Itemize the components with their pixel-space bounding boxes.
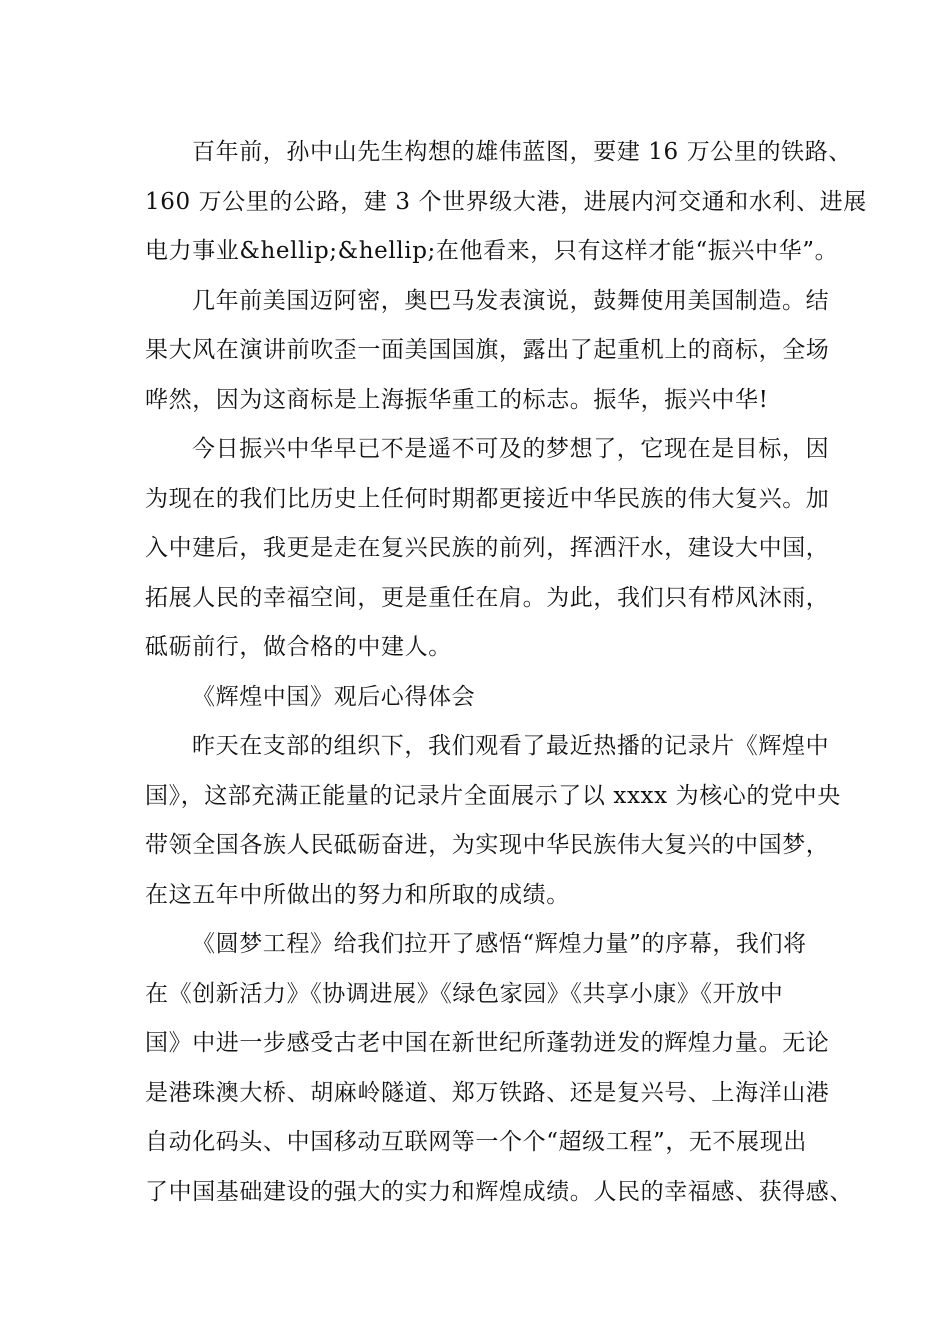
paragraph-line: 哗然，因为这商标是上海振华重工的标志。振华，振兴中华!: [145, 386, 769, 413]
paragraph-line: 国》中进一步感受古老中国在新世纪所蓬勃迸发的辉煌力量。无论: [145, 1030, 830, 1056]
paragraph-line: 今日振兴中华早已不是遥不可及的梦想了，它现在是目标，因: [192, 436, 830, 462]
paragraph-sun-yatsen: [145, 128, 867, 277]
paragraph-miami-speech: [145, 277, 835, 426]
paragraph-line: 160 万公里的公路，建 3 个世界级大港，进展内河交通和水利、进展: [145, 188, 867, 215]
paragraph-line: 带领全国各族人民砥砺奋进，为实现中华民族伟大复兴的中国梦，: [145, 832, 830, 858]
paragraph-line: 了中国基础建设的强大的实力和辉煌成绩。人民的幸福感、获得感、: [145, 1178, 853, 1205]
document-body: [145, 128, 867, 1217]
paragraph-line: 百年前，孙中山先生构想的雄伟蓝图，要建 16 万公里的铁路、: [192, 139, 852, 165]
paragraph-line: 砥砺前行，做合格的中建人。: [145, 634, 452, 660]
paragraph-super-projects: [145, 920, 853, 1217]
paragraph-line: 入中建后，我更是走在复兴民族的前列，挥洒汗水，建设大中国，: [145, 535, 830, 561]
paragraph-line: 果大风在演讲前吹歪一面美国国旗，露出了起重机上的商标，全场: [145, 337, 830, 363]
paragraph-documentary: [145, 722, 841, 920]
paragraph-line: 自动化码头、中国移动互联网等一个个“超级工程”，无不展现出: [145, 1129, 807, 1155]
paragraph-line: 是港珠澳大桥、胡麻岭隧道、郑万铁路、还是复兴号、上海洋山港: [145, 1079, 830, 1106]
paragraph-line: 国》，这部充满正能量的记录片全面展示了以 xxxx 为核心的党中央: [145, 782, 841, 809]
paragraph-line: 在这五年中所做出的努力和所取的成绩。: [145, 881, 570, 908]
paragraph-revival: [145, 425, 835, 673]
paragraph-line: 《圆梦工程》给我们拉开了感悟“辉煌力量”的序幕，我们将: [192, 931, 807, 957]
paragraph-line: 几年前美国迈阿密，奥巴马发表演说，鼓舞使用美国制造。结: [192, 287, 830, 314]
paragraph-line: 电力事业&hellip;&hellip;在他看来，只有这样才能“振兴中华”。: [145, 238, 839, 264]
paragraph-line: 拓展人民的幸福空间，更是重任在肩。为此，我们只有栉风沐雨，: [145, 584, 830, 611]
section-heading: 《辉煌中国》观后心得体会: [192, 683, 476, 710]
paragraph-line: 为现在的我们比历史上任何时期都更接近中华民族的伟大复兴。加: [145, 485, 830, 512]
paragraph-line: 在《创新活力》《协调进展》《绿色家园》《共享小康》《开放中: [145, 980, 784, 1007]
paragraph-line: 昨天在支部的组织下，我们观看了最近热播的记录片《辉煌中: [192, 733, 830, 759]
